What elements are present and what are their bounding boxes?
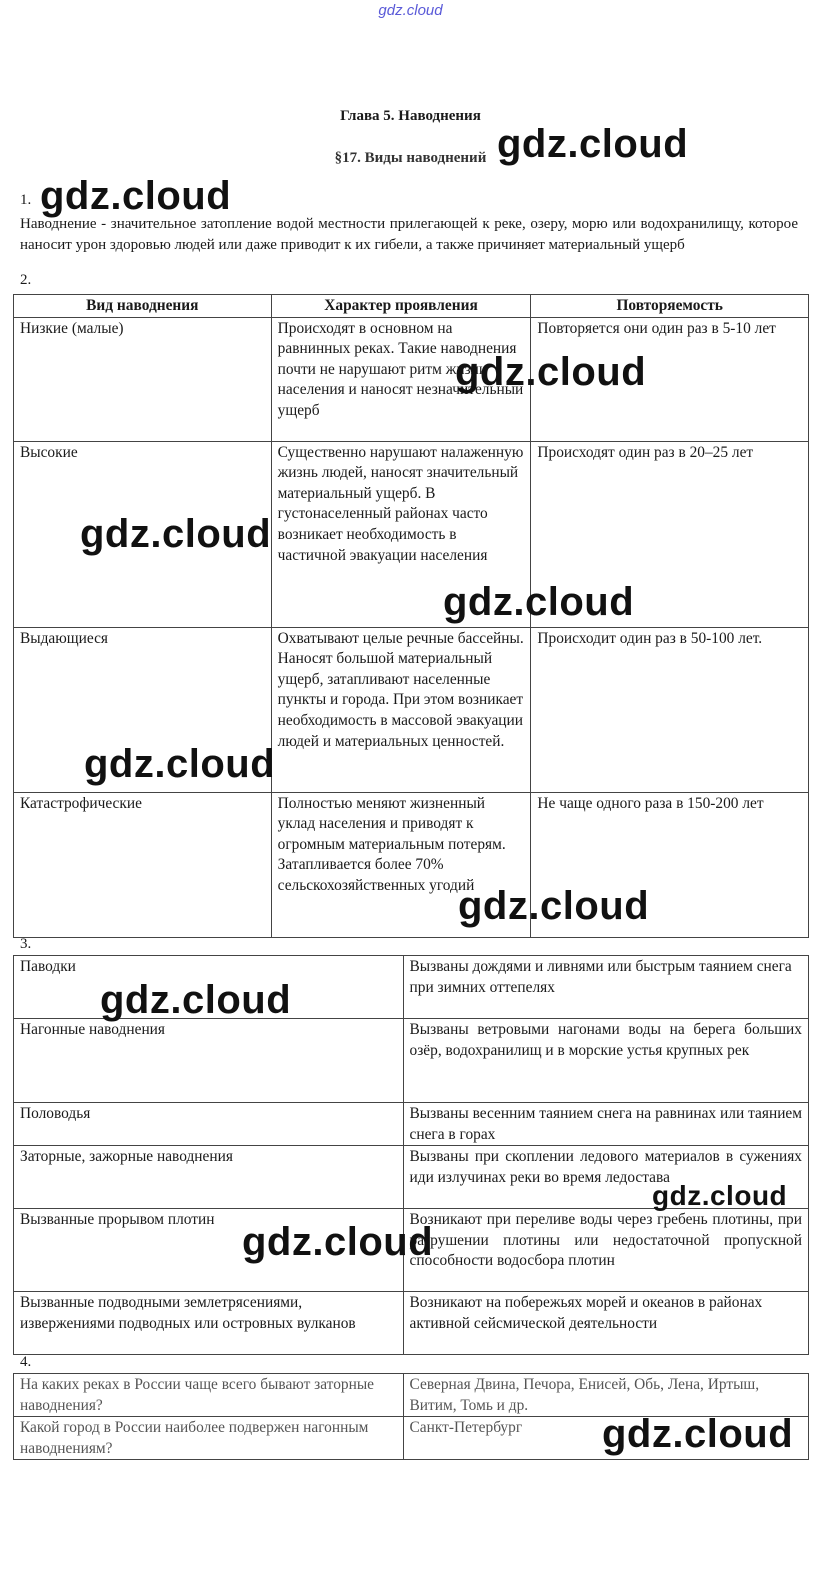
desc-cell: Охватывают целые речные бассейны. Наносят большой материальный ущерб, затапливают населенные пункты и города. При этом возникает необходимость в массовой эвакуации людей и материальных ценностей. <box>271 627 531 792</box>
freq-cell: Не чаще одного раза в 150-200 лет <box>531 792 809 937</box>
type-cell: Паводки <box>14 956 404 1019</box>
cause-cell: Вызваны ветровыми нагонами воды на берега больших озёр, водохранилищ и в морские устья крупных рек <box>403 1019 808 1103</box>
chapter-title: Глава 5. Наводнения <box>340 108 481 124</box>
type-cell: Вызванные подводными землетрясениями, извержениями подводных или островных вулканов <box>14 1292 404 1355</box>
type-cell: Выдающиеся <box>14 627 272 792</box>
type-cell: Вызванные прорывом плотин <box>14 1209 404 1292</box>
question-cell: Какой город в России наиболее подвержен нагонным наводнениям? <box>14 1417 404 1460</box>
q2-number: 2. <box>20 272 32 288</box>
type-cell: Заторные, зажорные наводнения <box>14 1146 404 1209</box>
type-cell: Низкие (малые) <box>14 317 272 441</box>
q4-number: 4. <box>20 1354 32 1370</box>
table-row <box>14 792 809 937</box>
cause-cell: Вызваны при скоплении ледового материалов в сужениях иди излучинах реки во время ледостава <box>403 1146 808 1209</box>
header-character: Характер проявления <box>271 295 531 318</box>
watermark: gdz.cloud <box>602 1412 794 1456</box>
cause-cell: Возникают на побережьях морей и океанов в районах активной сейсмической деятельности <box>403 1292 808 1355</box>
watermark: gdz.cloud <box>455 350 647 394</box>
cause-cell: Вызваны весенним таянием снега на равнинах или таянием снега в горах <box>403 1103 808 1146</box>
desc-cell: Полностью меняют жизненный уклад населения и приводят к огромным материальным потерям. Затапливается более 70% сельскохозяйственных угодий <box>271 792 531 937</box>
header-frequency: Повторяемость <box>531 295 809 318</box>
question-cell: На каких реках в России чаще всего бывают заторные наводнения? <box>14 1374 404 1417</box>
answer-cell: Северная Двина, Печора, Енисей, Обь, Лена, Иртыш, Витим, Томь и др. <box>403 1374 808 1417</box>
top-brand-label: gdz.cloud <box>378 2 443 19</box>
watermark: gdz.cloud <box>242 1220 434 1264</box>
watermark: gdz.cloud <box>458 884 650 928</box>
desc-cell: Происходят в основном на равнинных реках. Такие наводнения почти не нарушают ритм жизни населения и наносят незначительный ущерб <box>271 317 531 441</box>
watermark: gdz.cloud <box>100 978 292 1022</box>
header-type: Вид наводнения <box>14 295 272 318</box>
watermark: gdz.cloud <box>40 174 232 218</box>
cause-cell: Вызваны дождями и ливнями или быстрым таянием снега при зимних оттепелях <box>403 956 808 1019</box>
table-row <box>14 1019 809 1103</box>
watermark: gdz.cloud <box>84 742 276 786</box>
table-row <box>14 1374 809 1417</box>
watermark: gdz.cloud <box>497 122 689 166</box>
freq-cell: Происходят один раз в 20–25 лет <box>531 441 809 627</box>
type-cell: Высокие <box>14 441 272 627</box>
flood-definition: Наводнение - значительное затопление водой местности прилегающей к реке, озеру, морю или водохранилищу, которое наносит урон здоровью людей или даже приводит к их гибели, а также причиняет материальный ущерб <box>20 216 798 253</box>
type-cell: Катастрофические <box>14 792 272 937</box>
section-title: §17. Виды наводнений <box>334 150 487 166</box>
watermark: gdz.cloud <box>652 1180 788 1211</box>
q3-number: 3. <box>20 936 32 952</box>
freq-cell: Происходит один раз в 50-100 лет. <box>531 627 809 792</box>
table-row <box>14 1103 809 1146</box>
desc-cell: Существенно нарушают налаженную жизнь людей, наносят значительный материальный ущерб. В густонаселенный районах часто возникает необходимость в частичной эвакуации населения <box>271 441 531 627</box>
watermark: gdz.cloud <box>80 512 272 556</box>
cause-cell: Возникают при переливе воды через гребень плотины, при разрушении плотины или недостаточной пропускной способности водосбора плотин <box>403 1209 808 1292</box>
type-cell: Половодья <box>14 1103 404 1146</box>
table-row <box>14 1292 809 1355</box>
q1-number: 1. <box>20 192 32 208</box>
type-cell: Нагонные наводнения <box>14 1019 404 1103</box>
flood-types-table <box>13 294 809 938</box>
table-row <box>14 317 809 441</box>
freq-cell: Повторяется они один раз в 5-10 лет <box>531 317 809 441</box>
answer-cell: Санкт-Петербург <box>403 1417 808 1460</box>
watermark: gdz.cloud <box>443 580 635 624</box>
table-header-row <box>14 295 809 318</box>
